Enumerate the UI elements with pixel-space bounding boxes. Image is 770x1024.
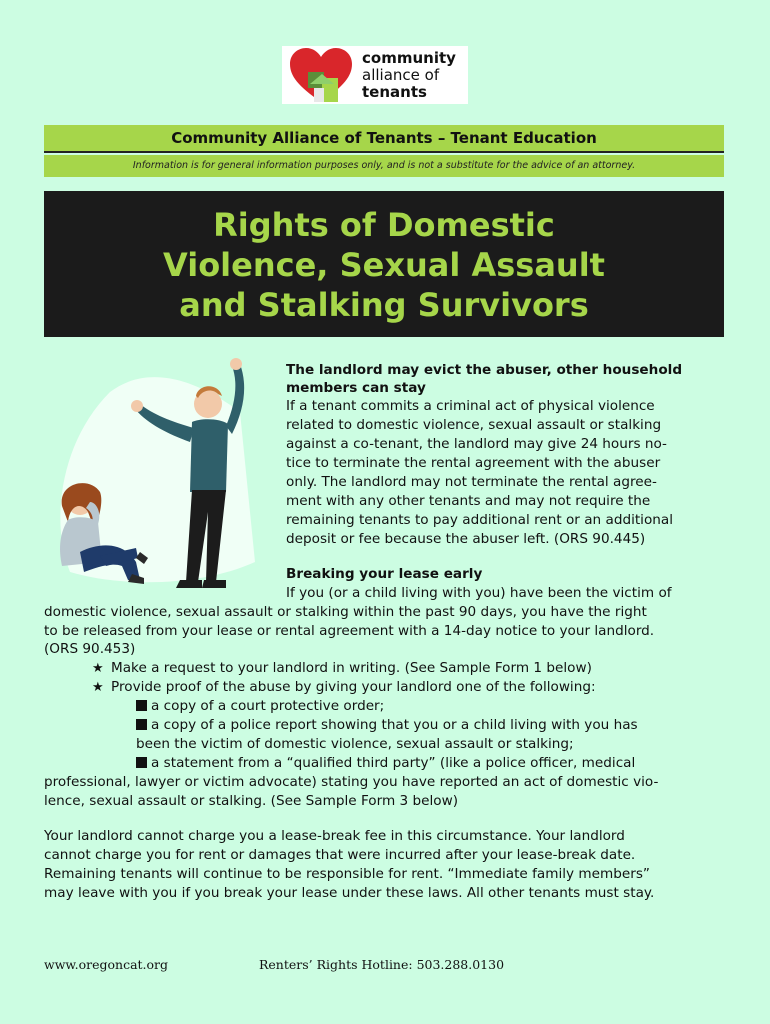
section1-line: against a co-tenant, the landlord may give 24 hours no-	[286, 436, 667, 452]
square-bullet-icon	[136, 700, 147, 711]
sub-item-3-line-2: professional, lawyer or victim advocate) stating you have reported an act of domestic vio-	[44, 774, 659, 790]
bullet-item-2: Provide proof of the abuse by giving your landlord one of the following:	[111, 679, 596, 695]
section3-line: cannot charge you for rent or damages that were incurred after your lease-break date.	[44, 847, 636, 863]
title-box	[44, 191, 724, 337]
sub-item-2	[136, 716, 638, 735]
section3-line: may leave with you if you break your lease under these laws. All other tenants must stay.	[44, 885, 655, 901]
title-line-2: Violence, Sexual Assault	[163, 246, 605, 284]
section2-line-2: domestic violence, sexual assault or stalking within the past 90 days, you have the right	[44, 604, 647, 620]
domestic-violence-illustration	[40, 352, 280, 592]
logo-line-1: community	[362, 49, 456, 67]
banner-divider	[44, 151, 724, 153]
disclaimer: Information is for general information purposes only, and is not a substitute for the advice of an attorney.	[44, 155, 724, 177]
logo-text	[362, 50, 456, 101]
section1-line: related to domestic violence, sexual assault or stalking	[286, 417, 662, 433]
section1-line: only. The landlord may not terminate the rental agree-	[286, 474, 657, 490]
section1-line: If a tenant commits a criminal act of physical violence	[286, 398, 655, 414]
star-bullet-icon: ★	[92, 680, 104, 695]
section2-line-3: to be released from your lease or rental agreement with a 14-day notice to your landlord.	[44, 623, 655, 639]
title-line-1: Rights of Domestic	[213, 206, 555, 244]
section3-line: Your landlord cannot charge you a lease-break fee in this circumstance. Your landlord	[44, 828, 625, 844]
section1-line: tice to terminate the rental agreement with the abuser	[286, 455, 661, 471]
sub-item-2-text: a copy of a police report showing that you or a child living with you has	[151, 717, 638, 733]
section3-line: Remaining tenants will continue to be responsible for rent. “Immediate family members”	[44, 866, 650, 882]
heart-house-logo-icon	[288, 48, 354, 104]
sub-item-2-line-2: been the victim of domestic violence, sexual assault or stalking;	[136, 736, 574, 752]
footer-website: www.oregoncat.org	[44, 957, 169, 972]
section1-heading-line-1: The landlord may evict the abuser, other household	[286, 362, 683, 378]
square-bullet-icon	[136, 757, 147, 768]
footer-hotline: Renters’ Rights Hotline: 503.288.0130	[259, 957, 505, 972]
bullet-item-1: Make a request to your landlord in writing. (See Sample Form 1 below)	[111, 660, 592, 676]
section2-heading: Breaking your lease early	[286, 566, 483, 582]
education-banner: Community Alliance of Tenants – Tenant Education	[44, 125, 724, 151]
square-bullet-icon	[136, 719, 147, 730]
logo	[282, 46, 468, 104]
logo-line-2: alliance of	[362, 66, 440, 84]
section2-line-4: (ORS 90.453)	[44, 641, 136, 657]
section1-line: deposit or fee because the abuser left. (ORS 90.445)	[286, 531, 646, 547]
sub-item-3	[136, 754, 635, 773]
sub-item-1	[136, 697, 384, 716]
sub-item-3-text: a statement from a “qualified third party” (like a police officer, medical	[151, 755, 636, 771]
section1-line: ment with any other tenants and may not require the	[286, 493, 651, 509]
sub-item-3-line-3: lence, sexual assault or stalking. (See Sample Form 3 below)	[44, 793, 458, 809]
star-bullet-icon: ★	[92, 661, 104, 676]
section1-heading-line-2: members can stay	[286, 380, 426, 396]
section1-line: remaining tenants to pay additional rent or an additional	[286, 512, 673, 528]
title-line-3: and Stalking Survivors	[179, 286, 589, 324]
logo-line-3: tenants	[362, 83, 427, 101]
sub-item-1-text: a copy of a court protective order;	[151, 698, 385, 714]
section2-line-1: If you (or a child living with you) have been the victim of	[286, 585, 672, 601]
